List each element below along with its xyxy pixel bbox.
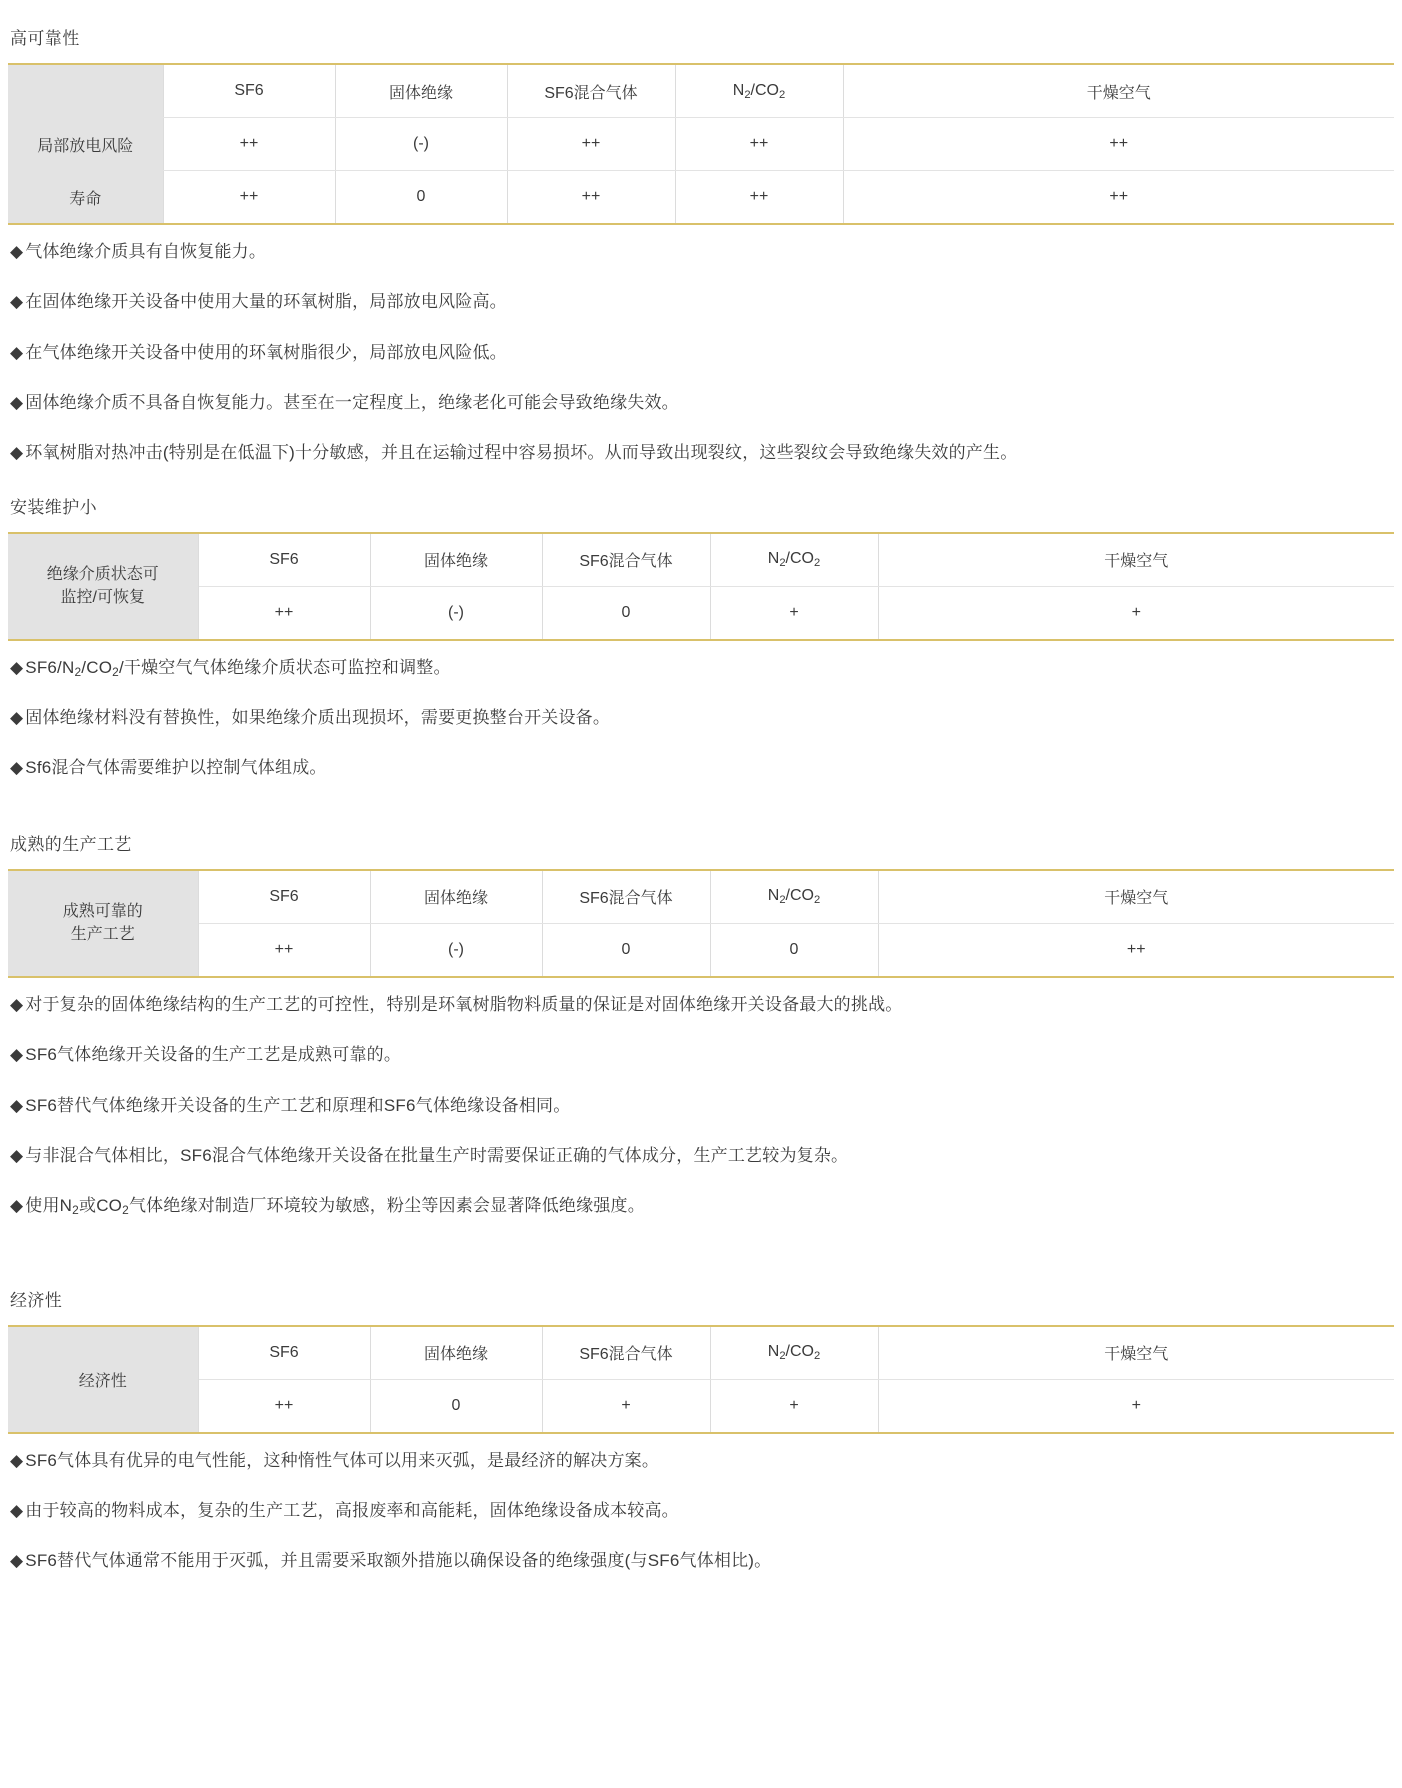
column-header: 干燥空气 bbox=[843, 64, 1394, 118]
column-header: 固体绝缘 bbox=[370, 533, 542, 587]
bullet-list bbox=[8, 239, 1394, 467]
list-item-text: 由于较高的物料成本，复杂的生产工艺，高报废率和高能耗，固体绝缘设备成本较高。 bbox=[25, 1500, 679, 1520]
diamond-icon: ◆ bbox=[10, 708, 24, 728]
diamond-icon: ◆ bbox=[10, 994, 24, 1014]
list-item bbox=[10, 1448, 1394, 1474]
spacer bbox=[8, 1246, 1394, 1280]
cell-value: 0 bbox=[542, 923, 710, 977]
diamond-icon: ◆ bbox=[10, 1045, 24, 1065]
bullet-list bbox=[8, 655, 1394, 782]
diamond-icon: ◆ bbox=[10, 657, 24, 677]
cell-value: ++ bbox=[507, 118, 675, 171]
diamond-icon: ◆ bbox=[10, 242, 24, 261]
list-item bbox=[10, 289, 1394, 315]
row-label: 寿命 bbox=[8, 171, 163, 225]
table-header-row bbox=[8, 1326, 1394, 1380]
column-header: $N_2/CO_2$ bbox=[675, 64, 843, 118]
list-item bbox=[10, 1143, 1394, 1169]
column-header: $N_2/CO_2$ bbox=[710, 1326, 878, 1380]
table-header-row bbox=[8, 64, 1394, 118]
list-item-text: 固体绝缘材料没有替换性，如果绝缘介质出现损坏，需要更换整台开关设备。 bbox=[25, 708, 611, 728]
diamond-icon: ◆ bbox=[10, 393, 24, 413]
row-label: 局部放电风险 bbox=[8, 118, 163, 171]
cell-value: ++ bbox=[675, 171, 843, 225]
column-header: SF6混合气体 bbox=[542, 1326, 710, 1380]
section-reliability bbox=[8, 24, 1394, 467]
list-item-text: SF6替代气体绝缘开关设备的生产工艺和原理和SF6气体绝缘设备相同。 bbox=[25, 1095, 571, 1115]
section-heading: 高可靠性 bbox=[10, 29, 80, 48]
cell-value: ++ bbox=[198, 1379, 370, 1433]
cell-value: ++ bbox=[198, 923, 370, 977]
column-header: SF6 bbox=[163, 64, 335, 118]
list-item bbox=[10, 1548, 1394, 1574]
cell-value: ++ bbox=[675, 118, 843, 171]
table-corner-cell: 经济性 bbox=[8, 1326, 198, 1433]
column-header: SF6 bbox=[198, 533, 370, 587]
cell-value: + bbox=[542, 1379, 710, 1433]
spacer bbox=[8, 808, 1394, 824]
list-item bbox=[10, 755, 1394, 781]
list-item bbox=[10, 705, 1394, 731]
column-header: SF6 bbox=[198, 870, 370, 924]
list-item bbox=[10, 992, 1394, 1018]
list-item-text: 与非混合气体相比，SF6混合气体绝缘开关设备在批量生产时需要保证正确的气体成分，生产工艺较为复杂。 bbox=[25, 1145, 849, 1165]
section-heading: 安装维护小 bbox=[10, 497, 97, 517]
section-manufacturing bbox=[8, 830, 1394, 1220]
list-item bbox=[10, 390, 1394, 416]
diamond-icon: ◆ bbox=[10, 758, 24, 778]
cell-value: ++ bbox=[843, 171, 1394, 225]
column-header: 干燥空气 bbox=[878, 533, 1394, 587]
section-heading: 成熟的生产工艺 bbox=[10, 834, 132, 854]
table-row bbox=[8, 1379, 1394, 1433]
cell-value: 0 bbox=[370, 1379, 542, 1433]
column-header: SF6混合气体 bbox=[542, 870, 710, 924]
diamond-icon: ◆ bbox=[10, 1551, 24, 1571]
list-item-text: $SF6/N_2/CO_2/$干燥空气气体绝缘介质状态可监控和调整。 bbox=[25, 657, 451, 679]
section-maintenance bbox=[8, 493, 1394, 782]
list-item bbox=[10, 440, 1394, 466]
table-row bbox=[8, 586, 1394, 640]
diamond-icon: ◆ bbox=[10, 292, 24, 312]
diamond-icon: ◆ bbox=[10, 342, 24, 362]
bullet-list bbox=[8, 992, 1394, 1220]
list-item-text: SF6气体绝缘开关设备的生产工艺是成熟可靠的。 bbox=[25, 1045, 402, 1065]
column-header: $N_2/CO_2$ bbox=[710, 533, 878, 587]
cell-value: ++ bbox=[163, 118, 335, 171]
list-item bbox=[10, 239, 1394, 265]
column-header: 干燥空气 bbox=[878, 1326, 1394, 1380]
list-item-text: SF6替代气体通常不能用于灭弧，并且需要采取额外措施以确保设备的绝缘强度(与SF6气体相比)。 bbox=[25, 1551, 772, 1571]
list-item-text: 在固体绝缘开关设备中使用大量的环氧树脂，局部放电风险高。 bbox=[25, 292, 507, 312]
comparison-table-reliability bbox=[8, 63, 1394, 225]
list-item-text: 对于复杂的固体绝缘结构的生产工艺的可控性，特别是环氧树脂物料质量的保证是对固体绝缘开关设备最大的挑战。 bbox=[25, 994, 903, 1014]
table-row bbox=[8, 118, 1394, 171]
cell-value: ++ bbox=[198, 586, 370, 640]
list-item-text: 固体绝缘介质不具备自恢复能力。甚至在一定程度上，绝缘老化可能会导致绝缘失效。 bbox=[25, 393, 679, 413]
list-item-text: 在气体绝缘开关设备中使用的环氧树脂很少，局部放电风险低。 bbox=[25, 342, 507, 362]
column-header: $N_2/CO_2$ bbox=[710, 870, 878, 924]
diamond-icon: ◆ bbox=[10, 1196, 24, 1216]
table-corner-cell: 绝缘介质状态可 监控/可恢复 bbox=[8, 533, 198, 640]
section-economy bbox=[8, 1286, 1394, 1575]
list-item bbox=[10, 1042, 1394, 1068]
list-item-text: Sf6混合气体需要维护以控制气体组成。 bbox=[25, 758, 327, 778]
list-item bbox=[10, 1193, 1394, 1219]
table-corner-cell bbox=[8, 64, 163, 118]
column-header: SF6混合气体 bbox=[507, 64, 675, 118]
table-header-row bbox=[8, 533, 1394, 587]
cell-value: 0 bbox=[542, 586, 710, 640]
cell-value: (-) bbox=[335, 118, 507, 171]
list-item bbox=[10, 340, 1394, 366]
list-item-text: 使用$N_2$或$CO_2$气体绝缘对制造厂环境较为敏感，粉尘等因素会显著降低绝缘强度。 bbox=[25, 1196, 645, 1218]
diamond-icon: ◆ bbox=[10, 1500, 24, 1520]
list-item bbox=[10, 1093, 1394, 1119]
cell-value: 0 bbox=[710, 923, 878, 977]
diamond-icon: ◆ bbox=[10, 1095, 24, 1115]
column-header: 干燥空气 bbox=[878, 870, 1394, 924]
cell-value: 0 bbox=[335, 171, 507, 225]
cell-value: (-) bbox=[370, 586, 542, 640]
comparison-table-maintenance bbox=[8, 532, 1394, 641]
list-item-text: 环氧树脂对热冲击(特别是在低温下)十分敏感，并且在运输过程中容易损坏。从而导致出现裂纹，这些裂纹会导致绝缘失效的产生。 bbox=[25, 443, 1018, 463]
cell-value: ++ bbox=[843, 118, 1394, 171]
column-header: 固体绝缘 bbox=[370, 1326, 542, 1380]
list-item bbox=[10, 655, 1394, 681]
list-item-text: 气体绝缘介质具有自恢复能力。 bbox=[25, 242, 267, 261]
diamond-icon: ◆ bbox=[10, 443, 24, 463]
section-heading: 经济性 bbox=[10, 1290, 63, 1310]
cell-value: + bbox=[878, 586, 1394, 640]
cell-value: ++ bbox=[878, 923, 1394, 977]
column-header: 固体绝缘 bbox=[335, 64, 507, 118]
table-row bbox=[8, 923, 1394, 977]
diamond-icon: ◆ bbox=[10, 1450, 24, 1470]
comparison-table-manufacturing bbox=[8, 869, 1394, 978]
cell-value: + bbox=[710, 586, 878, 640]
table-corner-cell: 成熟可靠的 生产工艺 bbox=[8, 870, 198, 977]
table-header-row bbox=[8, 870, 1394, 924]
diamond-icon: ◆ bbox=[10, 1145, 24, 1165]
table-row bbox=[8, 171, 1394, 225]
list-item-text: SF6气体具有优异的电气性能，这种惰性气体可以用来灭弧，是最经济的解决方案。 bbox=[25, 1450, 660, 1470]
column-header: SF6混合气体 bbox=[542, 533, 710, 587]
column-header: SF6 bbox=[198, 1326, 370, 1380]
cell-value: ++ bbox=[507, 171, 675, 225]
list-item bbox=[10, 1498, 1394, 1524]
cell-value: (-) bbox=[370, 923, 542, 977]
comparison-table-economy bbox=[8, 1325, 1394, 1434]
cell-value: + bbox=[878, 1379, 1394, 1433]
cell-value: ++ bbox=[163, 171, 335, 225]
column-header: 固体绝缘 bbox=[370, 870, 542, 924]
cell-value: + bbox=[710, 1379, 878, 1433]
bullet-list bbox=[8, 1448, 1394, 1575]
